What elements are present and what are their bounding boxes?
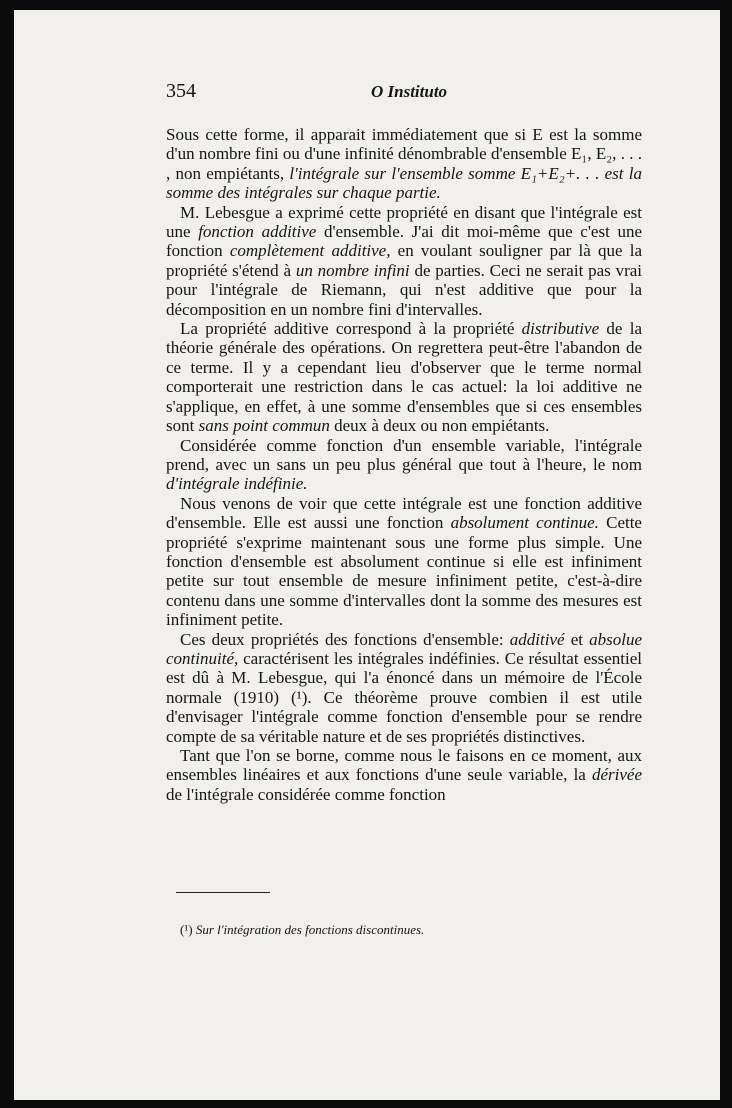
text-run: Considérée comme fonction d'un ensemble variable, l'intégrale prend, avec un sans un peu plus général que tout à l'heure, le nom — [166, 435, 642, 474]
text-run: de l'intégrale considérée comme fonction — [166, 784, 446, 804]
text-run: en voulant souligner par là que la propriété s'étend à — [166, 241, 642, 280]
italic-text: fonction additive — [198, 222, 317, 242]
footnote-text: Sur l'intégration des fonctions discontinues. — [195, 922, 425, 937]
text-run: M. Lebesgue a exprimé cette propriété en disant que l'intégrale est une — [166, 202, 642, 242]
text-run: Cette propriété s'exprime maintenant sous une forme plus simple. Une fonction d'ensemble est absolument continue si elle est infiniment petite sur tout ensemble de mesure infiniment petite, c'est-à-dire contenu dans une somme d'intervalles dont la somme des mesures est infiniment petite. — [166, 513, 642, 630]
italic-text: distributive — [521, 319, 600, 339]
footnote-marker: (¹) — [180, 922, 193, 937]
text-run: deux à deux ou non empiétants. — [329, 416, 550, 436]
text-run: Ces deux propriétés des fonctions d'ensemble: — [180, 629, 510, 649]
footnote — [180, 922, 424, 938]
text-run: de la théorie générale des opérations. On regrettera peut-être l'abandon de ce terme. Il y a cependant lieu d'observer que le terme normal comporterait une restriction dans le cas actuel: la loi additive ne s'applique, en effet, à une somme d'ensembles que si ces ensembles sont — [166, 319, 642, 436]
running-title: O Instituto — [371, 82, 448, 101]
italic-text: absolue continuité, — [166, 629, 642, 668]
text-run: Sous cette forme, il apparait immédiatement que si E est la somme d'un nombre fini ou d'une infinité dénombrable d'ensemble E₁, E₂, . . . , non empiétants, — [166, 125, 642, 183]
book-page — [14, 10, 720, 1100]
italic-text: sans point commun — [198, 416, 330, 436]
paragraph — [166, 436, 642, 494]
italic-text: dérivée — [591, 765, 642, 785]
text-run: de parties. Ceci ne serait pas vrai pour l'intégrale de Riemann, qui n'est additive que pour la décomposition en un nombre fini d'intervalles. — [166, 260, 642, 319]
italic-text: un nombre infini — [295, 260, 410, 280]
body-text — [166, 125, 642, 804]
text-run: Nous venons de voir que cette intégrale est une fonction additive d'ensemble. Elle est aussi une fonction — [166, 493, 642, 533]
text-run: Tant que l'on se borne, comme nous le faisons en ce moment, aux ensembles linéaires et aux fonctions d'une seule variable, la — [166, 746, 642, 785]
italic-text: d'intégrale indéfinie. — [166, 474, 308, 494]
italic-text: additivé — [509, 629, 565, 649]
paragraph — [166, 203, 642, 319]
italic-text: absolument continue. — [450, 513, 599, 533]
paragraph — [166, 746, 642, 804]
page-number: 354 — [166, 80, 196, 102]
italic-text: l'intégrale sur l'ensemble somme E₁+E₂+. . . est la somme des intégrales sur chaque partie. — [166, 163, 642, 203]
text-run: et — [564, 629, 590, 649]
text-run: d'ensemble. J'ai dit moi-même que c'est une fonction — [166, 222, 642, 261]
italic-text: complètement additive, — [229, 241, 391, 261]
paragraph — [166, 494, 642, 630]
text-run: caractérisent les intégrales indéfinies. Ce résultat essentiel est dû à M. Lebesgue, qui l'a énoncé dans un mémoire de l'École normale (1910) (¹). Ce théorème prouve combien il est utile d'envisager l'intégrale comme fonction d'ensemble pour se rendre compte de sa véritable nature et de ses propriétés distinctives. — [166, 648, 642, 746]
paragraph — [166, 125, 642, 203]
text-run: La propriété additive correspond à la propriété — [180, 319, 522, 339]
paragraph — [166, 630, 642, 746]
footnote-rule — [176, 892, 270, 893]
page-header — [166, 80, 636, 106]
paragraph — [166, 319, 642, 435]
